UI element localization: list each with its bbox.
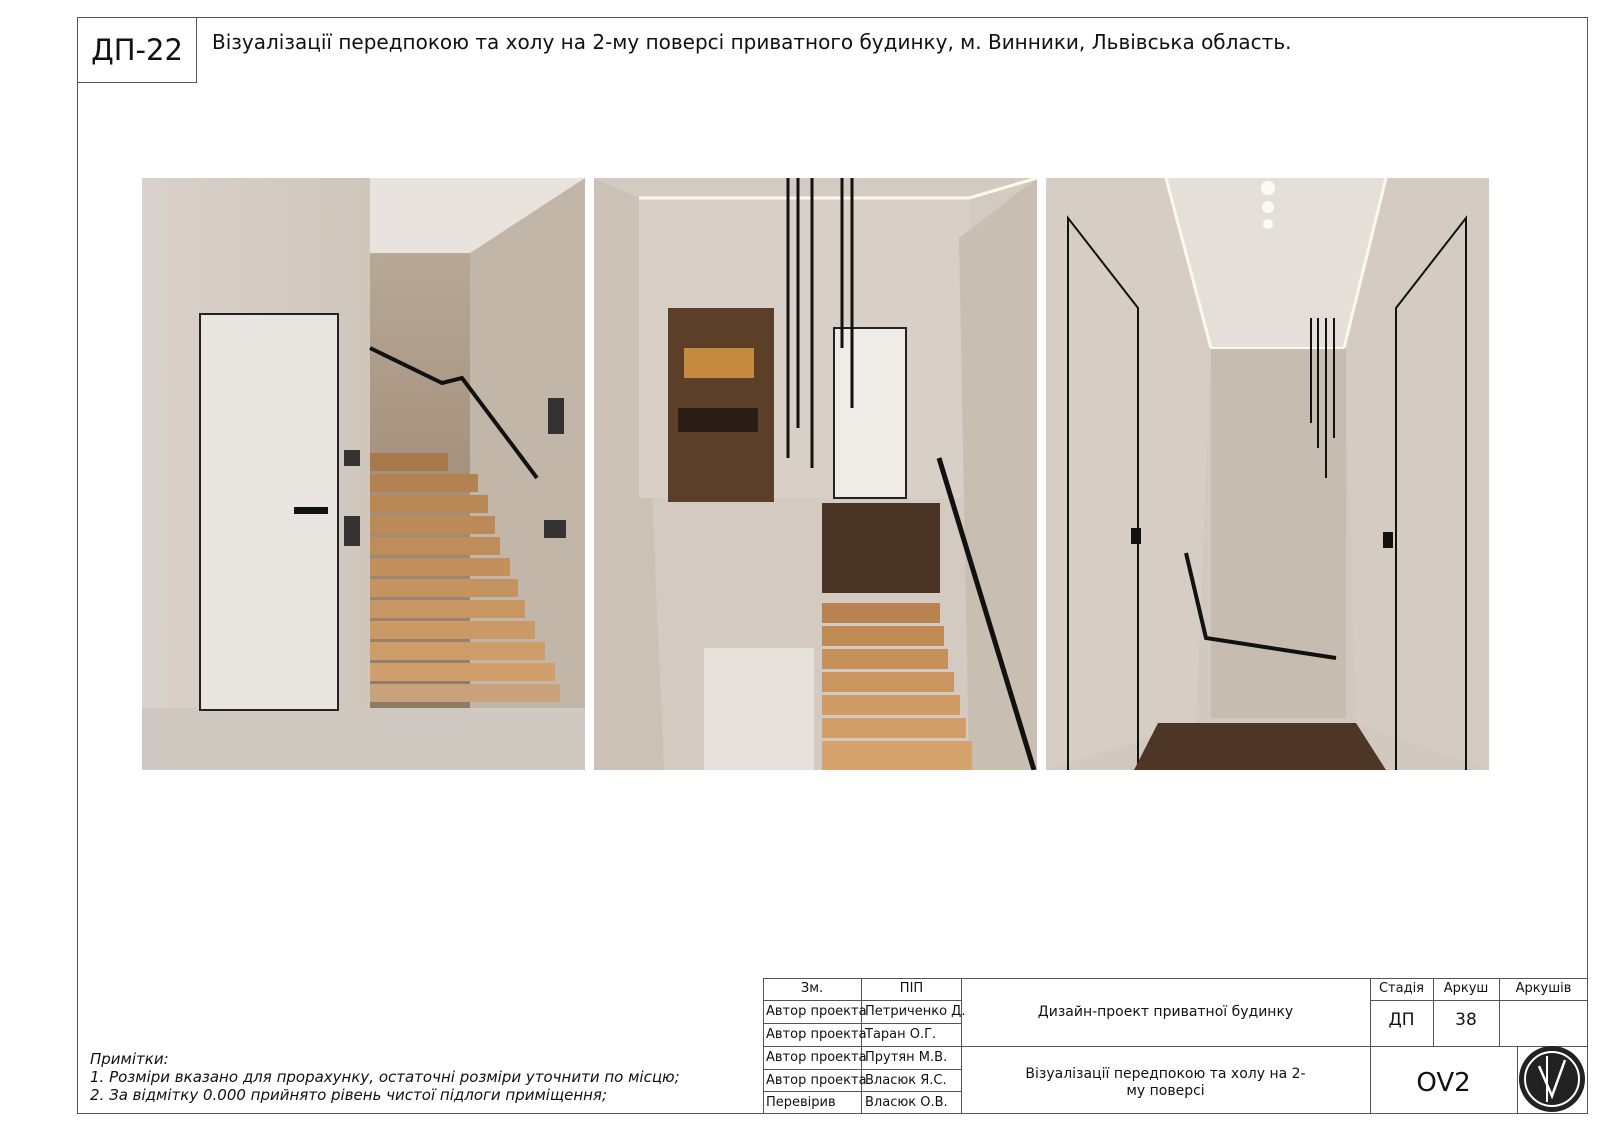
role-4: Автор проекта xyxy=(766,1073,867,1088)
studio-logo-icon xyxy=(1519,1046,1585,1112)
title-block xyxy=(763,978,1588,1114)
role-2: Автор проекта xyxy=(766,1027,867,1042)
name-3: Прутян М.В. xyxy=(865,1050,948,1065)
notes xyxy=(90,1050,680,1104)
sheet-code: ДП-22 xyxy=(77,17,197,83)
sheet-title-line-1: Візуалізації передпокою та холу на 2- xyxy=(1025,1066,1306,1082)
name-5: Власюк О.В. xyxy=(865,1095,948,1110)
header-change: Зм. xyxy=(800,981,824,996)
sheets-label: Аркушів xyxy=(1515,981,1572,996)
name-2: Таран О.Г. xyxy=(865,1027,937,1042)
role-5: Перевірив xyxy=(766,1095,836,1110)
sheet-value: 38 xyxy=(1455,1010,1477,1030)
sheet-title-line-2: му поверсі xyxy=(1126,1083,1205,1099)
sheet-label: Аркуш xyxy=(1443,981,1489,996)
name-4: Власюк Я.С. xyxy=(865,1073,947,1088)
render-stair-view-from-top xyxy=(594,178,1037,770)
sheet-title: Візуалізації передпокою та холу на 2-му поверсі приватного будинку, м. Винники, Львівська область. xyxy=(212,30,1292,54)
stage-label: Стадія xyxy=(1378,981,1425,996)
header-name: ПІП xyxy=(899,981,924,996)
stage-value: ДП xyxy=(1388,1010,1415,1030)
project-name: Дизайн-проект приватної будинку xyxy=(1037,1004,1294,1020)
role-1: Автор проекта xyxy=(766,1004,867,1019)
render-hallway-stairs xyxy=(142,178,585,770)
notes-heading: Примітки: xyxy=(90,1050,169,1068)
name-1: Петриченко Д. xyxy=(865,1004,966,1019)
note-line-2: 2. За відмітку 0.000 прийнято рівень чистої підлоги приміщення; xyxy=(90,1086,608,1104)
render-upper-hall xyxy=(1046,178,1489,770)
studio-code: OV2 xyxy=(1416,1068,1471,1098)
role-3: Автор проекта xyxy=(766,1050,867,1065)
note-line-1: 1. Розміри вказано для прорахунку, остаточні розміри уточнити по місцю; xyxy=(90,1068,680,1086)
